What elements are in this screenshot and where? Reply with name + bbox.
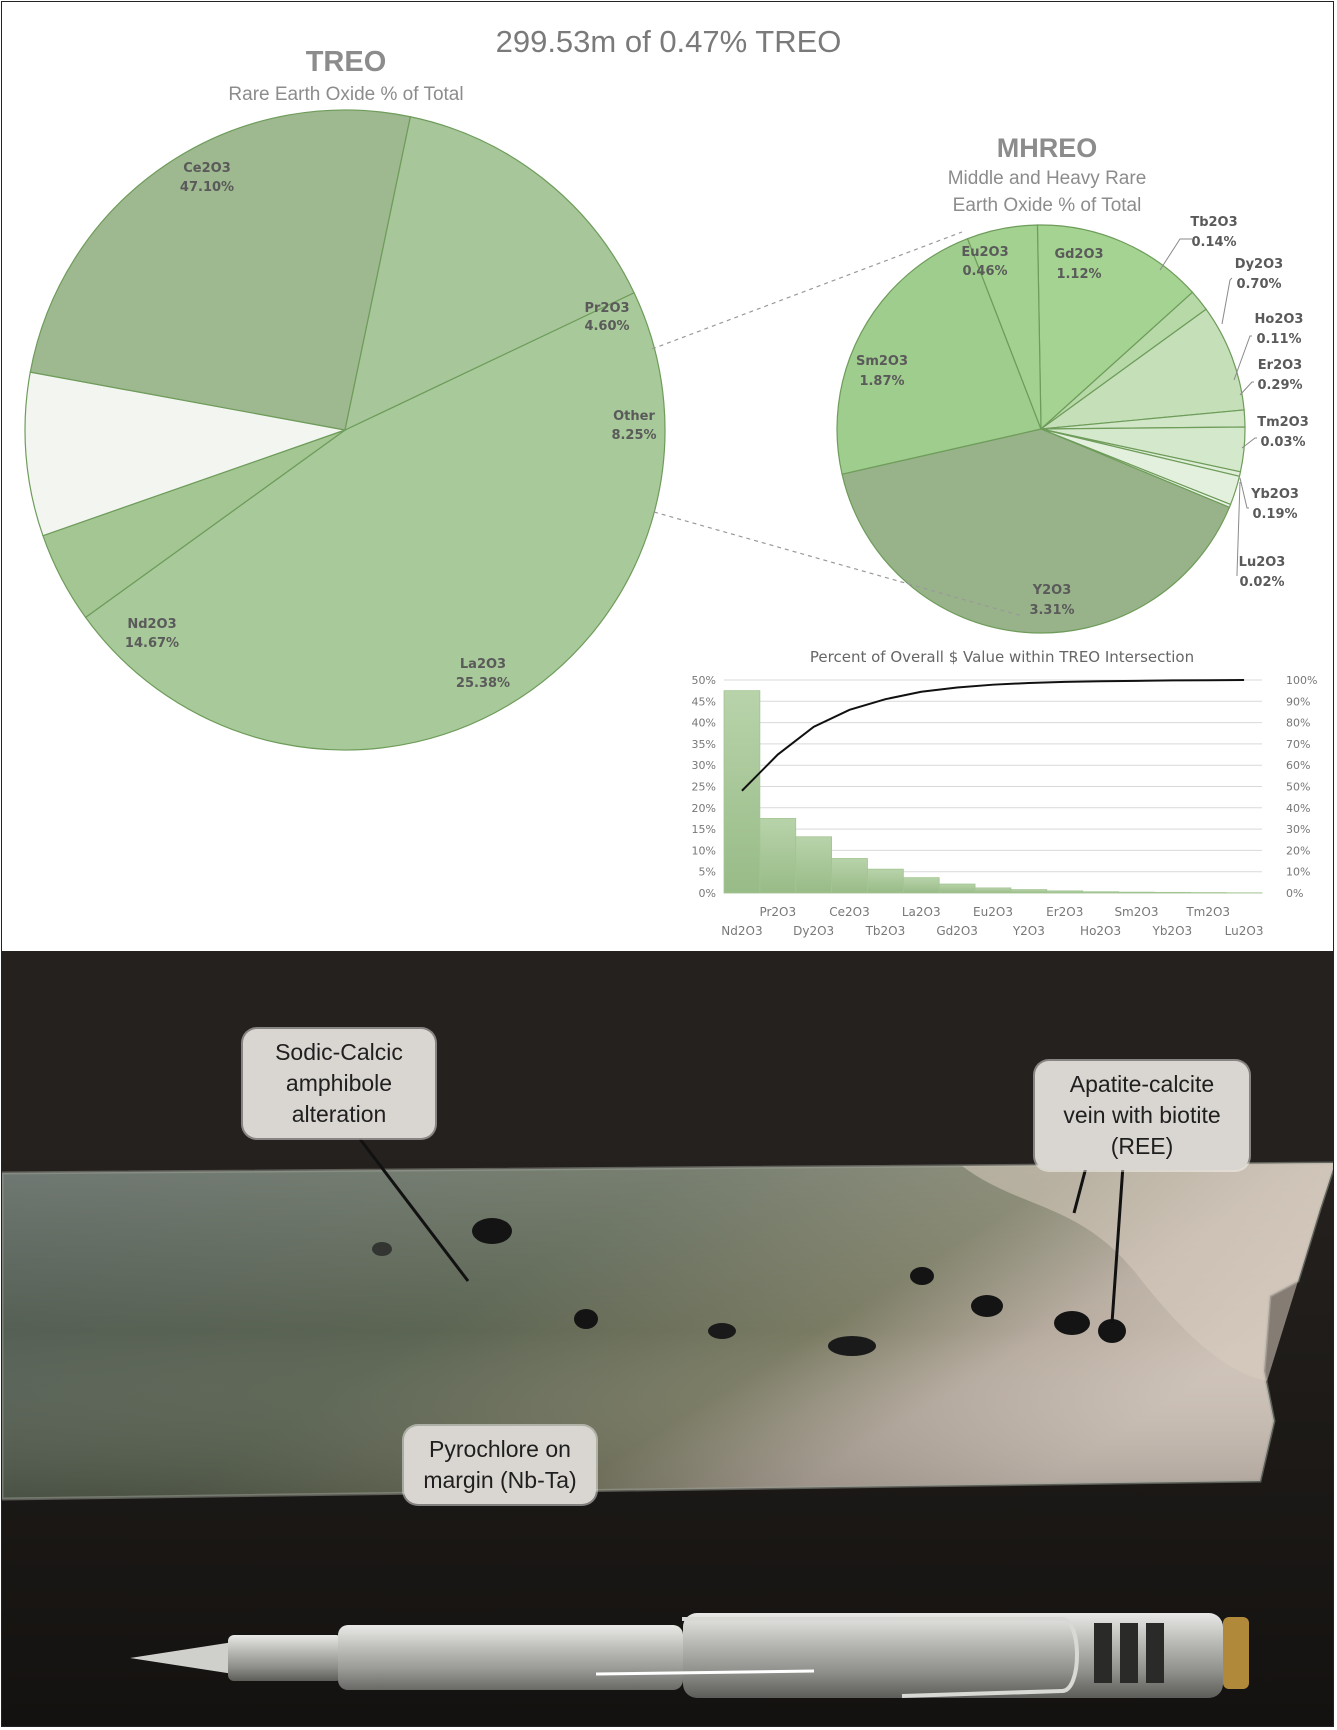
mhreo-value-y2o3: 3.31%	[1029, 603, 1075, 618]
callout-pyrochlore-line2: margin (Nb-Ta)	[423, 1467, 577, 1493]
pareto-bar-gd2o3	[939, 884, 975, 893]
treo-slice-la2o3	[30, 110, 410, 430]
treo-subtitle: Rare Earth Oxide % of Total	[228, 84, 464, 105]
pareto-right-tick-label: 10%	[1286, 865, 1311, 879]
mhreo-label-tb2o3: Tb2O3	[1190, 215, 1238, 230]
pareto-category-label-dy2o3: Dy2O3	[793, 924, 835, 938]
mhreo-value-yb2o3: 0.19%	[1252, 507, 1298, 522]
pareto-bar-nd2o3	[724, 691, 760, 893]
pareto-category-label-ce2o3: Ce2O3	[829, 905, 870, 919]
mhreo-leader-er2o3	[1240, 382, 1254, 395]
pareto-right-tick-label: 40%	[1286, 801, 1311, 815]
callout-apatite-line1: Apatite-calcite	[1069, 1071, 1215, 1097]
pareto-left-tick-label: 40%	[691, 716, 716, 730]
pareto-category-label-la2o3: La2O3	[901, 905, 941, 919]
mhreo-label-eu2o3: Eu2O3	[961, 245, 1009, 260]
pareto-right-tick-label: 50%	[1286, 780, 1311, 794]
mhreo-subtitle-line2: Earth Oxide % of Total	[952, 195, 1142, 216]
pareto-left-tick-label: 45%	[691, 695, 716, 709]
mhreo-pie	[837, 215, 1309, 633]
pareto-chart	[692, 648, 1318, 938]
pareto-left-tick-label: 20%	[691, 801, 716, 815]
treo-label-other: Other	[613, 409, 655, 424]
mhreo-subtitle-line1: Middle and Heavy Rare	[947, 168, 1147, 189]
callout-amphibole-line3: alteration	[291, 1101, 387, 1127]
mhreo-value-eu2o3: 0.46%	[962, 264, 1008, 279]
pareto-bar-ce2o3	[832, 858, 868, 893]
mhreo-value-ho2o3: 0.11%	[1256, 332, 1302, 347]
pareto-right-tick-label: 100%	[1286, 674, 1318, 687]
mhreo-leader-yb2o3	[1240, 478, 1249, 508]
pareto-left-tick-label: 35%	[691, 737, 716, 751]
pareto-category-label-y2o3: Y2O3	[1012, 924, 1045, 938]
mhreo-label-sm2o3: Sm2O3	[855, 354, 909, 369]
pareto-bar-er2o3	[1047, 891, 1083, 893]
mhreo-label-dy2o3: Dy2O3	[1234, 257, 1284, 272]
mhreo-title: MHREO	[996, 133, 1098, 163]
mhreo-value-tb2o3: 0.14%	[1191, 235, 1237, 250]
pareto-bar-ho2o3	[1083, 892, 1119, 893]
treo-value-la2o3: 25.38%	[455, 676, 511, 691]
treo-label-nd2o3: Nd2O3	[127, 617, 177, 632]
mhreo-value-gd2o3: 1.12%	[1056, 267, 1102, 282]
treo-label-ce2o3: Ce2O3	[183, 161, 231, 176]
treo-label-pr2o3: Pr2O3	[584, 301, 630, 316]
pareto-left-tick-label: 50%	[691, 674, 716, 687]
pareto-bar-sm2o3	[1119, 892, 1155, 893]
mhreo-label-gd2o3: Gd2O3	[1054, 247, 1104, 262]
pareto-category-label-nd2o3: Nd2O3	[721, 924, 763, 938]
callout-amphibole-line2: amphibole	[285, 1070, 393, 1096]
mhreo-value-lu2o3: 0.02%	[1239, 575, 1285, 590]
pareto-category-label-tb2o3: Tb2O3	[865, 924, 906, 938]
pareto-category-label-tm2o3: Tm2O3	[1186, 905, 1231, 919]
pareto-title: Percent of Overall $ Value within TREO Intersection	[809, 648, 1195, 666]
pareto-right-tick-label: 20%	[1286, 844, 1311, 858]
pareto-left-tick-label: 5%	[698, 865, 716, 879]
mhreo-label-lu2o3: Lu2O3	[1238, 555, 1286, 570]
treo-value-ce2o3: 47.10%	[179, 180, 235, 195]
pareto-category-label-eu2o3: Eu2O3	[973, 905, 1013, 919]
pareto-bar-pr2o3	[760, 818, 796, 893]
drill-core-photo	[2, 951, 1334, 1727]
treo-title: TREO	[305, 46, 387, 78]
pareto-right-tick-label: 30%	[1286, 823, 1311, 837]
pareto-left-tick-label: 10%	[691, 844, 716, 858]
pareto-left-tick-label: 15%	[691, 823, 716, 837]
callout-apatite-line3: (REE)	[1110, 1133, 1174, 1159]
treo-value-nd2o3: 14.67%	[124, 636, 180, 651]
mhreo-label-yb2o3: Yb2O3	[1251, 487, 1299, 502]
figure-frame	[1, 1, 1334, 1727]
pareto-right-tick-label: 0%	[1286, 887, 1304, 900]
pareto-bar-yb2o3	[1154, 892, 1190, 893]
charts-canvas	[2, 2, 1334, 951]
callout-amphibole-line1: Sodic-Calcic	[275, 1039, 403, 1065]
callout-apatite-vein	[1035, 1061, 1249, 1170]
mhreo-label-tm2o3: Tm2O3	[1257, 415, 1309, 430]
callout-pyrochlore-line1: Pyrochlore on	[429, 1436, 571, 1462]
mhreo-label-er2o3: Er2O3	[1257, 358, 1303, 373]
mhreo-leader-ho2o3	[1234, 336, 1252, 380]
treo-pie	[25, 110, 665, 750]
pareto-bar-y2o3	[1011, 890, 1047, 893]
pareto-bar-la2o3	[903, 878, 939, 893]
pareto-category-label-yb2o3: Yb2O3	[1152, 924, 1193, 938]
mhreo-label-ho2o3: Ho2O3	[1254, 312, 1304, 327]
mhreo-leader-tb2o3	[1160, 239, 1192, 270]
mhreo-value-er2o3: 0.29%	[1257, 378, 1303, 393]
callout-apatite-line2: vein with biotite	[1063, 1102, 1221, 1128]
mhreo-value-tm2o3: 0.03%	[1260, 435, 1306, 450]
pareto-category-label-gd2o3: Gd2O3	[936, 924, 978, 938]
pareto-cumulative-line	[742, 680, 1244, 791]
pareto-category-label-pr2o3: Pr2O3	[759, 905, 797, 919]
mhreo-label-y2o3: Y2O3	[1032, 583, 1072, 598]
callout-pyrochlore	[404, 1426, 596, 1504]
pareto-category-label-ho2o3: Ho2O3	[1080, 924, 1122, 938]
mhreo-value-sm2o3: 1.87%	[859, 374, 905, 389]
pareto-right-tick-label: 70%	[1286, 737, 1311, 751]
pareto-category-label-er2o3: Er2O3	[1046, 905, 1084, 919]
figure-title: 299.53m of 0.47% TREO	[495, 24, 842, 59]
pareto-bar-tb2o3	[867, 869, 903, 893]
pareto-category-label-sm2o3: Sm2O3	[1114, 905, 1159, 919]
treo-value-pr2o3: 4.60%	[584, 319, 630, 334]
pareto-bar-eu2o3	[975, 888, 1011, 893]
pareto-right-tick-label: 90%	[1286, 695, 1311, 709]
pareto-left-tick-label: 0%	[698, 887, 716, 900]
treo-label-la2o3: La2O3	[459, 657, 507, 672]
treo-value-other: 8.25%	[611, 428, 657, 443]
pareto-right-tick-label: 60%	[1286, 759, 1311, 773]
pareto-right-tick-label: 80%	[1286, 716, 1311, 730]
pareto-left-tick-label: 25%	[691, 780, 716, 794]
pareto-bar-dy2o3	[796, 837, 832, 893]
callout-amphibole-alteration	[243, 1029, 435, 1138]
mhreo-leader-dy2o3	[1222, 278, 1232, 324]
mhreo-value-dy2o3: 0.70%	[1236, 277, 1282, 292]
pareto-category-label-lu2o3: Lu2O3	[1224, 924, 1264, 938]
pareto-left-tick-label: 30%	[691, 759, 716, 773]
